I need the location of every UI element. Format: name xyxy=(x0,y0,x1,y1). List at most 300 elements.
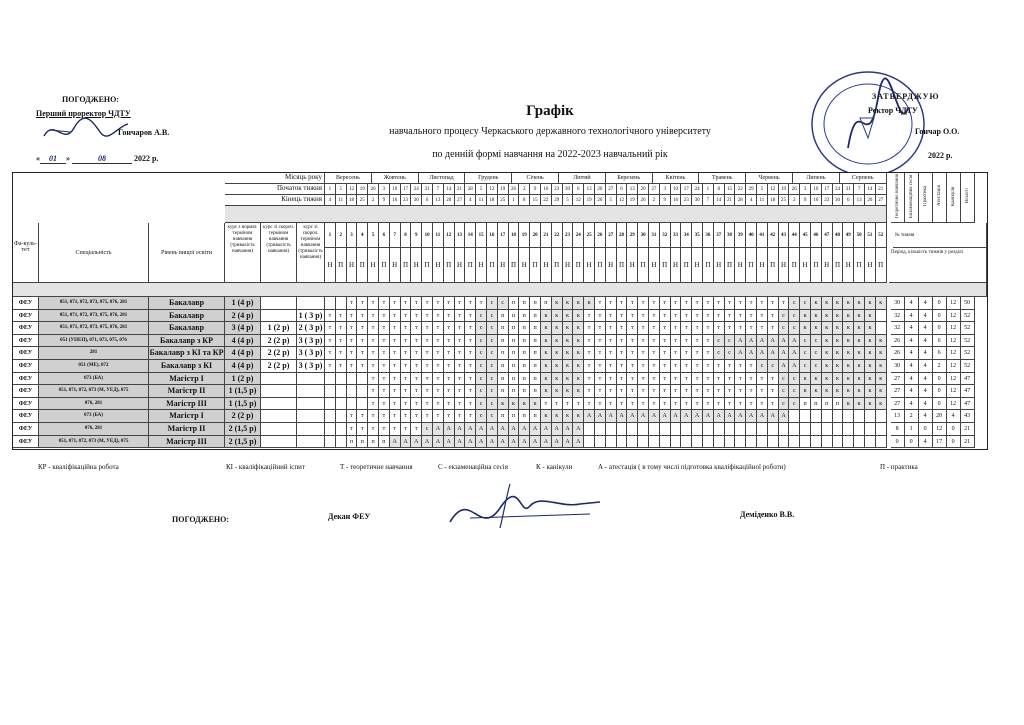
grid-cell: т xyxy=(379,410,390,423)
grid-cell: п xyxy=(519,410,530,423)
np-cell: П xyxy=(811,248,822,283)
grid-cell: п xyxy=(498,373,509,386)
grid-cell: т xyxy=(638,310,649,323)
grid-cell: т xyxy=(660,322,671,335)
grid-cell: А xyxy=(789,347,800,360)
header-band xyxy=(225,206,887,223)
grid-cell: т xyxy=(401,347,412,360)
prorector-name: Гончаров А.В. xyxy=(118,128,170,137)
week-end-cell: 19 xyxy=(627,195,638,206)
grid-cell: т xyxy=(692,347,703,360)
grid-cell xyxy=(649,423,660,436)
grid-cell xyxy=(336,423,347,436)
grid-cell: к xyxy=(573,360,584,373)
row-summary: 4 xyxy=(919,385,933,398)
summary-col-label: Екзаменаційна сесія xyxy=(908,174,914,218)
grid-cell: с xyxy=(725,347,736,360)
grid-cell: т xyxy=(681,373,692,386)
row-faculty: ФЕУ xyxy=(13,310,39,323)
grid-cell: т xyxy=(595,398,606,411)
grid-cell: т xyxy=(563,398,574,411)
grid-cell: п xyxy=(509,335,520,348)
grid-cell: А xyxy=(509,436,520,449)
grid-cell: т xyxy=(411,385,422,398)
week-number-cell: 38 xyxy=(725,223,736,248)
grid-cell xyxy=(325,423,336,436)
np-cell: П xyxy=(444,248,455,283)
grid-cell xyxy=(703,436,714,449)
row-level: Бакалавр з КР xyxy=(149,335,225,348)
grid-cell xyxy=(811,410,822,423)
week-start-cell: 22 xyxy=(735,184,746,195)
grid-cell xyxy=(865,423,876,436)
grid-cell: т xyxy=(735,322,746,335)
grid-cell: к xyxy=(498,398,509,411)
month-label: Місяць року xyxy=(225,173,325,184)
grid-cell xyxy=(768,436,779,449)
week-start-cell: 7 xyxy=(433,184,444,195)
grid-cell: к xyxy=(833,373,844,386)
col-course-short2: курс зі скороч. терміном навчання (тривалість навчання) xyxy=(297,223,325,283)
grid-cell xyxy=(854,423,865,436)
week-start-cell: 19 xyxy=(779,184,790,195)
grid-cell: к xyxy=(876,373,887,386)
week-start-cell: 3 xyxy=(660,184,671,195)
week-start-cell: 21 xyxy=(455,184,466,195)
grid-cell: с xyxy=(800,335,811,348)
grid-cell: А xyxy=(757,347,768,360)
grid-cell: к xyxy=(822,335,833,348)
row-summary: 0 xyxy=(891,436,905,449)
grid-cell: т xyxy=(595,360,606,373)
grid-cell: А xyxy=(455,423,466,436)
grid-cell: т xyxy=(627,322,638,335)
grid-cell: к xyxy=(563,310,574,323)
grid-cell: с xyxy=(789,310,800,323)
grid-cell xyxy=(865,410,876,423)
week-end-cell: 16 xyxy=(390,195,401,206)
row-summary: 20 xyxy=(933,410,947,423)
row-summary: 0 xyxy=(933,373,947,386)
grid-cell xyxy=(779,436,790,449)
grid-cell: т xyxy=(336,310,347,323)
grid-cell: А xyxy=(390,436,401,449)
grid-cell: т xyxy=(617,297,628,310)
row-specialty: 051, 071, 072, 073, 075, 076, 281 xyxy=(39,310,149,323)
grid-cell: т xyxy=(671,347,682,360)
week-number-cell: 5 xyxy=(368,223,379,248)
week-number-cell: 37 xyxy=(714,223,725,248)
grid-cell: с xyxy=(487,310,498,323)
legend-item: А - атестація ( в тому числі підготовка кваліфікаційної роботи) xyxy=(598,463,786,471)
week-number-cell: 45 xyxy=(800,223,811,248)
row-level: Бакалавр з КІ xyxy=(149,360,225,373)
grid-cell xyxy=(789,423,800,436)
grid-cell: т xyxy=(444,335,455,348)
grid-cell: т xyxy=(411,347,422,360)
row-summary: 26 xyxy=(891,335,905,348)
grid-cell xyxy=(833,410,844,423)
grid-cell: А xyxy=(563,423,574,436)
grid-cell: к xyxy=(573,347,584,360)
row-summary: 30 xyxy=(891,297,905,310)
grid-cell: А xyxy=(735,410,746,423)
grid-cell: А xyxy=(509,423,520,436)
grid-cell xyxy=(606,436,617,449)
grid-cell: А xyxy=(757,335,768,348)
row-summary: 4 xyxy=(919,410,933,423)
grid-cell: т xyxy=(627,360,638,373)
row-summary: 4 xyxy=(919,322,933,335)
week-start-cell: 2 xyxy=(519,184,530,195)
grid-cell: к xyxy=(843,385,854,398)
grid-cell: т xyxy=(660,335,671,348)
grid-cell: т xyxy=(703,347,714,360)
grid-cell: А xyxy=(487,436,498,449)
grid-cell: т xyxy=(725,360,736,373)
row-level: Магістр III xyxy=(149,398,225,411)
grid-cell: с xyxy=(476,410,487,423)
row-course-short: 2 (2 р) xyxy=(261,335,297,348)
title-line-1: навчального процесу Черкаського державного технологічного університету xyxy=(389,126,711,137)
grid-cell: т xyxy=(379,385,390,398)
week-start-cell: 26 xyxy=(509,184,520,195)
grid-cell: т xyxy=(725,310,736,323)
grid-cell: А xyxy=(638,410,649,423)
row-level: Бакалавр xyxy=(149,322,225,335)
grid-cell xyxy=(833,436,844,449)
grid-cell: п xyxy=(509,360,520,373)
grid-cell: т xyxy=(433,410,444,423)
grid-cell: А xyxy=(519,436,530,449)
grid-cell: т xyxy=(617,398,628,411)
grid-cell xyxy=(617,423,628,436)
week-number-cell: 31 xyxy=(649,223,660,248)
grid-cell: т xyxy=(725,398,736,411)
row-course-short xyxy=(261,385,297,398)
grid-cell: А xyxy=(433,436,444,449)
grid-cell: к xyxy=(509,398,520,411)
grid-cell: т xyxy=(714,398,725,411)
week-start-cell: 17 xyxy=(822,184,833,195)
grid-cell: к xyxy=(843,398,854,411)
grid-cell: А xyxy=(617,410,628,423)
grid-cell: т xyxy=(627,373,638,386)
grid-cell: т xyxy=(541,398,552,411)
grid-cell xyxy=(843,436,854,449)
row-summary: 6 xyxy=(933,347,947,360)
week-start-cell: 7 xyxy=(854,184,865,195)
np-cell: Н xyxy=(627,248,638,283)
grid-cell xyxy=(336,385,347,398)
week-end-cell: 9 xyxy=(660,195,671,206)
grid-cell: т xyxy=(411,410,422,423)
grid-cell: к xyxy=(843,335,854,348)
week-start-cell: 17 xyxy=(401,184,412,195)
grid-cell: т xyxy=(627,335,638,348)
row-summary: 47 xyxy=(961,385,975,398)
grid-cell: т xyxy=(703,335,714,348)
grid-cell: т xyxy=(671,297,682,310)
week-end-cell: 2 xyxy=(649,195,660,206)
grid-cell: к xyxy=(552,385,563,398)
np-cell: Н xyxy=(671,248,682,283)
grid-cell: к xyxy=(833,322,844,335)
grid-cell xyxy=(714,436,725,449)
grid-cell xyxy=(357,385,368,398)
dean-signature xyxy=(440,478,610,538)
grid-cell: к xyxy=(800,322,811,335)
np-cell: П xyxy=(336,248,347,283)
grid-cell xyxy=(746,423,757,436)
np-cell: П xyxy=(487,248,498,283)
grid-cell: т xyxy=(433,347,444,360)
grid-cell: к xyxy=(822,373,833,386)
week-end-cell: 2 xyxy=(789,195,800,206)
np-cell: П xyxy=(746,248,757,283)
week-start-cell: 31 xyxy=(843,184,854,195)
grid-cell: А xyxy=(541,423,552,436)
week-end-cell: 12 xyxy=(573,195,584,206)
grid-cell: с xyxy=(487,410,498,423)
grid-cell xyxy=(325,398,336,411)
grid-cell: к xyxy=(854,360,865,373)
np-cell: Н xyxy=(584,248,595,283)
grid-cell: т xyxy=(465,297,476,310)
grid-cell: т xyxy=(422,335,433,348)
np-cell: П xyxy=(768,248,779,283)
row-specialty: 281 xyxy=(39,347,149,360)
grid-cell: т xyxy=(433,373,444,386)
week-number-cell: 50 xyxy=(854,223,865,248)
np-cell: Н xyxy=(411,248,422,283)
grid-cell: т xyxy=(465,310,476,323)
grid-cell: к xyxy=(530,398,541,411)
grid-cell: т xyxy=(444,385,455,398)
week-start-cell: 21 xyxy=(876,184,887,195)
rector-name: Гончар О.О. xyxy=(915,127,960,136)
schedule-table xyxy=(12,172,988,450)
week-start-cell: 31 xyxy=(422,184,433,195)
row-summary: 4 xyxy=(919,347,933,360)
grid-cell: т xyxy=(444,297,455,310)
grid-cell: т xyxy=(552,398,563,411)
row-specialty: 051 (УПЕП), 071, 073, 075, 076 xyxy=(39,335,149,348)
grid-cell: к xyxy=(563,335,574,348)
np-cell: П xyxy=(530,248,541,283)
grid-cell: т xyxy=(779,297,790,310)
grid-cell: т xyxy=(336,322,347,335)
week-number-cell: 2 xyxy=(336,223,347,248)
row-summary: 4 xyxy=(919,310,933,323)
grid-cell: т xyxy=(671,385,682,398)
grid-cell: т xyxy=(757,297,768,310)
np-cell: Н xyxy=(757,248,768,283)
week-number-cell: 27 xyxy=(606,223,617,248)
row-summary: 50 xyxy=(961,297,975,310)
grid-cell: к xyxy=(573,385,584,398)
grid-cell: с xyxy=(487,360,498,373)
grid-cell: т xyxy=(681,297,692,310)
grid-cell: т xyxy=(422,347,433,360)
grid-cell xyxy=(757,423,768,436)
grid-cell: п xyxy=(509,347,520,360)
grid-cell: к xyxy=(563,360,574,373)
grid-cell: т xyxy=(455,385,466,398)
grid-cell: А xyxy=(552,436,563,449)
grid-cell: к xyxy=(865,398,876,411)
grid-cell: т xyxy=(584,335,595,348)
grid-cell: к xyxy=(541,335,552,348)
row-summary: 12 xyxy=(947,310,961,323)
grid-cell xyxy=(649,436,660,449)
week-number-cell: 52 xyxy=(876,223,887,248)
np-cell: П xyxy=(725,248,736,283)
row-faculty: ФЕУ xyxy=(13,322,39,335)
grid-cell: п xyxy=(379,436,390,449)
grid-cell: к xyxy=(563,385,574,398)
row-summary: 12 xyxy=(947,347,961,360)
grid-cell xyxy=(627,436,638,449)
row-summary: 4 xyxy=(905,347,919,360)
row-course-short2 xyxy=(297,410,325,423)
grid-cell: с xyxy=(757,360,768,373)
grid-cell: т xyxy=(347,347,358,360)
row-summary: 43 xyxy=(961,410,975,423)
grid-cell: к xyxy=(876,347,887,360)
grid-cell: с xyxy=(768,360,779,373)
row-course-short: 2 (2 р) xyxy=(261,360,297,373)
row-summary: 4 xyxy=(919,436,933,449)
legend-item: Т - теоретичне навчання xyxy=(340,463,413,471)
week-number-cell: 41 xyxy=(757,223,768,248)
grid-cell xyxy=(876,322,887,335)
week-number-cell: 48 xyxy=(833,223,844,248)
grid-cell: т xyxy=(606,310,617,323)
grid-cell: т xyxy=(735,398,746,411)
row-faculty: ФЕУ xyxy=(13,423,39,436)
row-summary: 0 xyxy=(933,297,947,310)
week-start-cell: 10 xyxy=(390,184,401,195)
row-summary: 47 xyxy=(961,373,975,386)
grid-cell: к xyxy=(563,347,574,360)
grid-cell: А xyxy=(422,436,433,449)
row-summary: 21 xyxy=(961,423,975,436)
dean-title: Декан ФЕУ xyxy=(328,512,371,521)
week-end-cell: 19 xyxy=(584,195,595,206)
grid-cell: т xyxy=(595,297,606,310)
row-level: Магістр I xyxy=(149,410,225,423)
np-cell: П xyxy=(465,248,476,283)
row-summary: 4 xyxy=(905,310,919,323)
row-summary: 4 xyxy=(905,322,919,335)
grid-cell: т xyxy=(422,297,433,310)
grid-cell: к xyxy=(563,322,574,335)
week-start-cell: 16 xyxy=(541,184,552,195)
spacer-row xyxy=(13,283,987,297)
grid-cell xyxy=(768,423,779,436)
np-cell: П xyxy=(573,248,584,283)
grid-cell: т xyxy=(714,297,725,310)
grid-cell: с xyxy=(476,360,487,373)
grid-cell: с xyxy=(487,335,498,348)
grid-cell: к xyxy=(854,335,865,348)
grid-cell: т xyxy=(768,385,779,398)
grid-cell: с xyxy=(487,297,498,310)
grid-cell: т xyxy=(757,373,768,386)
week-end-cell: 30 xyxy=(833,195,844,206)
grid-cell: т xyxy=(606,347,617,360)
grid-cell: т xyxy=(411,398,422,411)
grid-cell: т xyxy=(401,423,412,436)
grid-cell: к xyxy=(854,398,865,411)
grid-cell: т xyxy=(390,335,401,348)
grid-cell: т xyxy=(714,322,725,335)
grid-cell: т xyxy=(617,385,628,398)
grid-cell: т xyxy=(714,373,725,386)
grid-cell xyxy=(347,398,358,411)
grid-cell: т xyxy=(573,398,584,411)
grid-cell: к xyxy=(552,335,563,348)
grid-cell: к xyxy=(865,322,876,335)
grid-cell: к xyxy=(800,373,811,386)
row-summary: 52 xyxy=(961,335,975,348)
grid-cell: А xyxy=(433,423,444,436)
col-specialty: Спеціальність xyxy=(39,223,149,283)
grid-cell: т xyxy=(714,385,725,398)
grid-cell: с xyxy=(422,423,433,436)
grid-cell: т xyxy=(595,335,606,348)
dean-name: Деміденко В.В. xyxy=(740,510,795,519)
grid-cell: т xyxy=(401,410,412,423)
grid-cell: т xyxy=(357,297,368,310)
np-cell: Н xyxy=(519,248,530,283)
np-cell: Н xyxy=(390,248,401,283)
week-number-cell: 21 xyxy=(541,223,552,248)
grid-cell: п xyxy=(498,385,509,398)
legend-item: КР - кваліфікаційна робота xyxy=(38,463,119,471)
week-number-cell: 36 xyxy=(703,223,714,248)
grid-cell: т xyxy=(757,310,768,323)
week-start-cell: 3 xyxy=(379,184,390,195)
month-cell: Вересень xyxy=(325,173,372,184)
grid-cell: А xyxy=(606,410,617,423)
grid-cell xyxy=(725,423,736,436)
week-number-cell: 10 xyxy=(422,223,433,248)
np-cell: П xyxy=(833,248,844,283)
grid-cell: т xyxy=(746,385,757,398)
week-number-cell: 51 xyxy=(865,223,876,248)
grid-cell xyxy=(336,297,347,310)
grid-cell: т xyxy=(714,360,725,373)
grid-cell xyxy=(854,436,865,449)
np-cell: П xyxy=(509,248,520,283)
grid-cell xyxy=(833,423,844,436)
grid-cell: т xyxy=(379,297,390,310)
grid-cell: т xyxy=(390,322,401,335)
title-line-2: по денній формі навчання на 2022-2023 навчальний рік xyxy=(432,149,668,160)
week-number-cell: 13 xyxy=(455,223,466,248)
grid-cell: т xyxy=(584,322,595,335)
grid-cell: т xyxy=(379,398,390,411)
grid-cell: к xyxy=(876,297,887,310)
week-number-cell: 30 xyxy=(638,223,649,248)
grid-cell: т xyxy=(681,322,692,335)
week-number-cell: 46 xyxy=(811,223,822,248)
row-summary: 12 xyxy=(947,398,961,411)
month-cell: Лютий xyxy=(559,173,606,184)
row-summary: 52 xyxy=(961,322,975,335)
